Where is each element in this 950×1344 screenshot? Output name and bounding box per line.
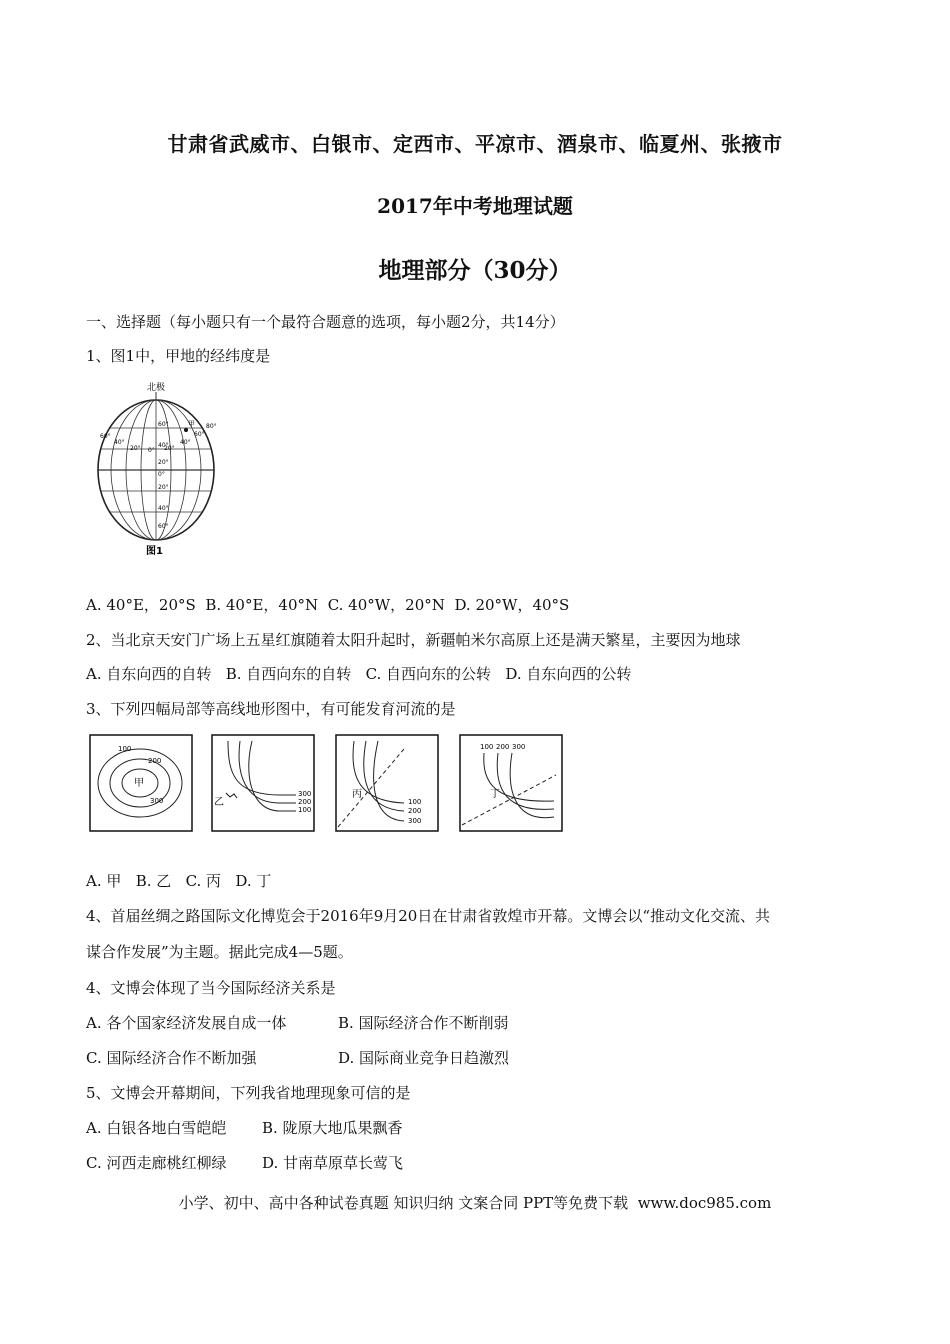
lat-label: 60°: [158, 421, 169, 428]
contour-label: 200: [408, 807, 422, 815]
contour-label: 200: [298, 798, 312, 806]
q1-options: [86, 594, 569, 615]
option-a: A. 甲: [86, 872, 122, 890]
q5-option-b: B. 陇原大地瓜果飘香: [262, 1119, 403, 1137]
exam-title-line2: 2017年中考地理试题: [377, 194, 573, 218]
contour-label: 200: [148, 757, 162, 765]
q3-options: [86, 870, 271, 891]
globe-figure: [86, 378, 226, 558]
section-title: 地理部分（30分）: [378, 257, 572, 284]
map-label: 甲: [134, 778, 144, 789]
option-d: D. 自东向西的公转: [505, 665, 632, 683]
option-b: B. 乙: [135, 872, 172, 890]
lon-label: 20°: [130, 445, 141, 452]
q3-stem: 3、下列四幅局部等高线地形图中，有可能发育河流的是: [86, 700, 456, 718]
option-d: D. 丁: [235, 872, 272, 890]
contour-map-jia: [90, 735, 192, 831]
option-c: C. 40°W，20°N: [327, 596, 445, 614]
q4-option-a: A. 各个国家经济发展自成一体: [86, 1014, 287, 1032]
q2-stem: 2、当北京天安门广场上五星红旗随着太阳升起时，新疆帕米尔高原上还是满天繁星，主要因为地球: [86, 631, 741, 649]
option-b: B. 40°E，40°N: [205, 596, 319, 614]
contour-map-bing: [336, 735, 438, 831]
contour-label: 100: [118, 745, 132, 753]
footer-site-link[interactable]: www.doc985.com: [637, 1194, 772, 1212]
contour-label: 300: [150, 797, 164, 805]
lat-label: 40°: [158, 505, 169, 512]
q4-option-c: C. 国际经济合作不断加强: [86, 1049, 257, 1067]
contour-label: 200: [496, 743, 510, 751]
lat-label: 40°: [158, 442, 169, 449]
contour-map-yi: [212, 735, 314, 831]
contour-label: 300: [408, 817, 422, 825]
part1-heading: 一、选择题（每小题只有一个最符合题意的选项，每小题2分，共14分）: [86, 313, 565, 331]
q5-option-a: A. 白银各地白雪皑皑: [86, 1119, 227, 1137]
lat-label: 0°: [158, 471, 165, 478]
lat-label: 60°: [158, 523, 169, 530]
q4-option-b: B. 国际经济合作不断削弱: [338, 1014, 509, 1032]
lat-label: 20°: [158, 484, 169, 491]
figure-caption: 图1: [146, 546, 163, 557]
footer: [0, 1192, 950, 1213]
map-label: 丙: [352, 789, 362, 800]
pole-label: 北极: [146, 383, 166, 393]
q4-option-d: D. 国际商业竞争日趋激烈: [338, 1049, 510, 1067]
contour-map-ding: [460, 735, 562, 831]
exam-title-line1: 甘肃省武威市、白银市、定西市、平凉市、酒泉市、临夏州、张掖市: [167, 132, 783, 156]
q4-stem: 4、文博会体现了当今国际经济关系是: [86, 979, 336, 997]
q4-intro-line1: 4、首届丝绸之路国际文化博览会于2016年9月20日在甘肃省敦煌市开幕。文博会以“推动文化交流、共: [86, 907, 771, 925]
option-a: A. 自东向西的自转: [86, 665, 212, 683]
lon-label: 60°: [100, 433, 111, 440]
lat-label: 20°: [158, 459, 169, 466]
contour-label: 100: [480, 743, 494, 751]
footer-text: 小学、初中、高中各种试卷真题 知识归纳 文案合同 PPT等免费下载: [178, 1194, 629, 1212]
option-c: C. 自西向东的公转: [365, 665, 492, 683]
q1-stem: 1、图1中，甲地的经纬度是: [86, 347, 271, 365]
lon-label: 0°: [148, 447, 155, 454]
point-label: 甲: [188, 420, 195, 428]
q2-options: [86, 663, 631, 684]
contour-maps-figure: [88, 733, 526, 835]
contour-label: 300: [512, 743, 526, 751]
q5-option-d: D. 甘南草原草长莺飞: [262, 1154, 404, 1172]
q5-stem: 5、文博会开幕期间，下列我省地理现象可信的是: [86, 1084, 411, 1102]
contour-label: 100: [408, 798, 422, 806]
option-c: C. 丙: [185, 872, 222, 890]
lon-label: 60°: [194, 431, 205, 438]
lon-label: 80°: [206, 423, 217, 430]
map-label: 乙: [214, 797, 224, 808]
option-b: B. 自西向东的自转: [225, 665, 352, 683]
contour-label: 100: [298, 806, 312, 814]
lon-label: 40°: [114, 439, 125, 446]
contour-label: 300: [298, 790, 312, 798]
map-label: 丁: [490, 789, 500, 800]
q4-intro-line2: 谋合作发展”为主题。据此完成4—5题。: [86, 943, 353, 961]
option-a: A. 40°E，20°S: [86, 596, 196, 614]
option-d: D. 20°W，40°S: [454, 596, 570, 614]
q5-option-c: C. 河西走廊桃红柳绿: [86, 1154, 227, 1172]
lon-label: 40°: [180, 439, 191, 446]
lon-label: 20°: [164, 445, 175, 452]
